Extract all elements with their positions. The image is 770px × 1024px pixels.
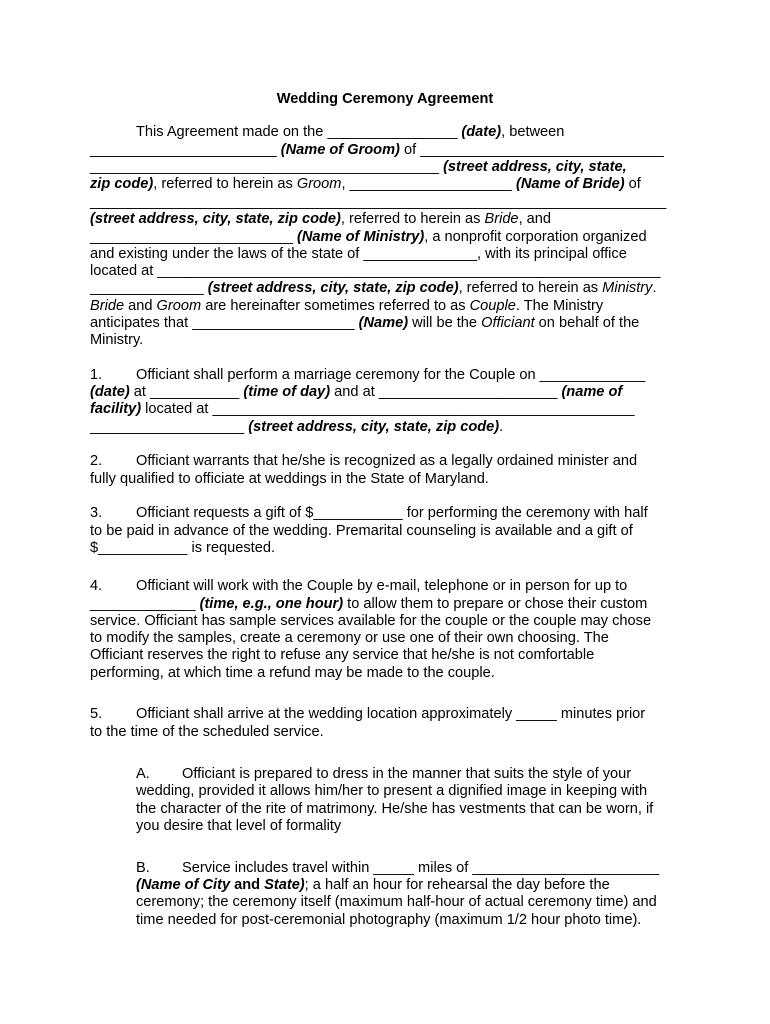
text-segment: Groom	[156, 298, 202, 314]
document-line	[90, 401, 635, 418]
document-line	[90, 630, 609, 647]
document-line	[136, 124, 564, 141]
document-line	[90, 315, 639, 332]
document-line	[136, 818, 341, 835]
document-line	[90, 724, 324, 741]
text-segment: Ministry.	[90, 332, 144, 348]
document-line	[136, 783, 647, 800]
section-number: 5.	[90, 706, 103, 722]
text-segment: fully qualified to officiate at weddings in the State of Maryland.	[90, 471, 489, 487]
document-line	[90, 176, 641, 193]
field-label: (date)	[90, 384, 130, 400]
text-segment: Officiant requests a gift of $___________ for performing the ceremony with half	[136, 505, 648, 521]
document-line	[90, 229, 647, 246]
document-line	[136, 894, 657, 911]
text-segment: , between	[501, 124, 565, 140]
document-line	[90, 332, 143, 349]
text-segment: Bride	[90, 298, 125, 314]
document-line	[90, 367, 645, 384]
text-segment: on behalf of the	[534, 315, 640, 331]
document-line	[90, 142, 664, 159]
text-segment: Officiant warrants that he/she is recognized as a legally ordained minister and	[136, 453, 638, 469]
field-label: (Name)	[358, 315, 409, 331]
text-segment: time needed for post-ceremonial photography (maximum 1/2 hour photo time).	[136, 912, 642, 928]
text-segment: to allow them to prepare or chose their custom	[343, 596, 648, 612]
section-number: 2.	[90, 453, 103, 469]
document-line	[90, 523, 633, 540]
text-segment: are hereinafter sometimes referred to as	[201, 298, 470, 314]
section-number: A.	[136, 766, 150, 782]
field-label: (time, e.g., one hour)	[199, 596, 344, 612]
text-segment: performing, at which time a refund may be made to the couple.	[90, 665, 495, 681]
field-label: (Name of Bride)	[515, 176, 625, 192]
text-segment: to the time of the scheduled service.	[90, 724, 324, 740]
field-label: (time of day)	[243, 384, 331, 400]
text-segment: , referred to herein as	[340, 211, 485, 227]
text-segment: ___________________________________________	[90, 159, 444, 175]
document-line	[90, 384, 622, 401]
text-segment: Officiant shall perform a marriage ceremony for the Couple on _____________	[136, 367, 646, 383]
text-segment: service. Officiant has sample services available for the couple or the couple may chose	[90, 613, 652, 629]
text-segment: This Agreement made on the ________________	[136, 124, 462, 140]
text-segment: ceremony; the ceremony itself (maximum half-hour of actual ceremony time) and	[136, 894, 657, 910]
document-line	[90, 647, 594, 664]
text-segment: Officiant reserves the right to refuse any service that he/she is not comfortable	[90, 647, 595, 663]
text-segment: anticipates that ____________________	[90, 315, 359, 331]
document-line	[136, 877, 610, 894]
text-segment: _______________________	[90, 142, 281, 158]
text-segment: Officiant is prepared to dress in the manner that suits the style of your	[182, 766, 632, 782]
field-label: (name of	[561, 384, 623, 400]
document-line	[90, 211, 551, 228]
document-line	[90, 578, 627, 595]
text-segment: , referred to herein as	[458, 280, 603, 296]
section-number: 4.	[90, 578, 103, 594]
text-segment: ; a half an hour for rehearsal the day before the	[304, 877, 610, 893]
text-segment: will be the	[408, 315, 482, 331]
text-segment: _______________________________________________________________________	[90, 194, 667, 210]
document-line	[90, 419, 503, 436]
document-line	[90, 505, 648, 522]
document-line	[136, 912, 641, 929]
document-line	[90, 194, 666, 211]
text-segment: $___________ is requested.	[90, 540, 276, 556]
field-label: (street address, city, state, zip code)	[90, 211, 341, 227]
field-label: (date)	[461, 124, 502, 140]
text-segment: the character of the rite of matrimony. He/she has vestments that can be worn, if	[136, 801, 654, 817]
document-line	[90, 665, 495, 682]
text-segment: ___________________	[90, 419, 249, 435]
document-line	[90, 246, 627, 263]
text-segment: _____________	[90, 596, 200, 612]
document-line	[90, 471, 489, 488]
section-number: B.	[136, 860, 150, 876]
text-segment: at ___________	[129, 384, 244, 400]
document-line	[90, 159, 627, 176]
text-segment: and existing under the laws of the state of ______________, with its principal office	[90, 246, 627, 262]
document-line	[136, 801, 653, 818]
text-segment: of	[624, 176, 641, 192]
field-label: (Name of Ministry)	[296, 229, 425, 245]
text-segment: , ____________________	[341, 176, 516, 192]
page-title: Wedding Ceremony Agreement	[276, 91, 494, 107]
text-segment: wedding, provided it allows him/her to present a dignified image in keeping with	[136, 783, 648, 799]
document-line	[90, 613, 651, 630]
text-segment: Service includes travel within _____ miles of _______________________	[182, 860, 660, 876]
field-label: (Name of Groom)	[280, 142, 400, 158]
text-segment: .	[499, 419, 504, 435]
document-line	[90, 596, 647, 613]
text-segment: located at ____________________________________________________	[141, 401, 635, 417]
text-segment: and at ______________________	[330, 384, 562, 400]
text-segment: Officiant	[481, 315, 535, 331]
document-line	[90, 263, 661, 280]
text-segment: , a nonprofit corporation organized	[424, 229, 647, 245]
document-line	[90, 706, 645, 723]
field-label: zip code)	[90, 176, 154, 192]
text-segment: to be paid in advance of the wedding. Premarital counseling is available and a gift of	[90, 523, 633, 539]
text-segment: Bride	[484, 211, 519, 227]
field-label: (street address, city, state,	[443, 159, 627, 175]
text-segment: ______________	[90, 280, 208, 296]
text-segment: , referred to herein as	[153, 176, 297, 192]
field-label: (Name of City	[136, 877, 231, 893]
document-line	[136, 860, 659, 877]
text-segment: Officiant will work with the Couple by e-mail, telephone or in person for up to	[136, 578, 628, 594]
text-segment: Ministry	[602, 280, 653, 296]
text-segment: located at ______________________________________________________________	[90, 263, 661, 279]
field-label: facility)	[90, 401, 142, 417]
text-segment: Groom	[296, 176, 342, 192]
text-segment: . The Ministry	[515, 298, 604, 314]
text-segment: _________________________	[90, 229, 297, 245]
text-segment: Couple	[469, 298, 516, 314]
document-line	[136, 766, 631, 783]
document-line	[90, 298, 603, 315]
text-segment: and	[230, 877, 265, 893]
section-number: 1.	[90, 367, 103, 383]
field-label: (street address, city, state, zip code)	[207, 280, 459, 296]
text-segment: you desire that level of formality	[136, 818, 342, 834]
document-line	[90, 280, 657, 297]
text-segment: .	[652, 280, 657, 296]
section-number: 3.	[90, 505, 103, 521]
text-segment: , and	[518, 211, 552, 227]
field-label: (street address, city, state, zip code)	[248, 419, 500, 435]
document-line	[90, 540, 275, 557]
text-segment: to modify the samples, create a ceremony or use one of their own choosing. The	[90, 630, 609, 646]
text-segment: and	[124, 298, 157, 314]
text-segment: Officiant shall arrive at the wedding location approximately _____ minutes prior	[136, 706, 646, 722]
text-segment: of ______________________________	[399, 142, 664, 158]
field-label: State)	[264, 877, 305, 893]
document-line	[90, 453, 637, 470]
